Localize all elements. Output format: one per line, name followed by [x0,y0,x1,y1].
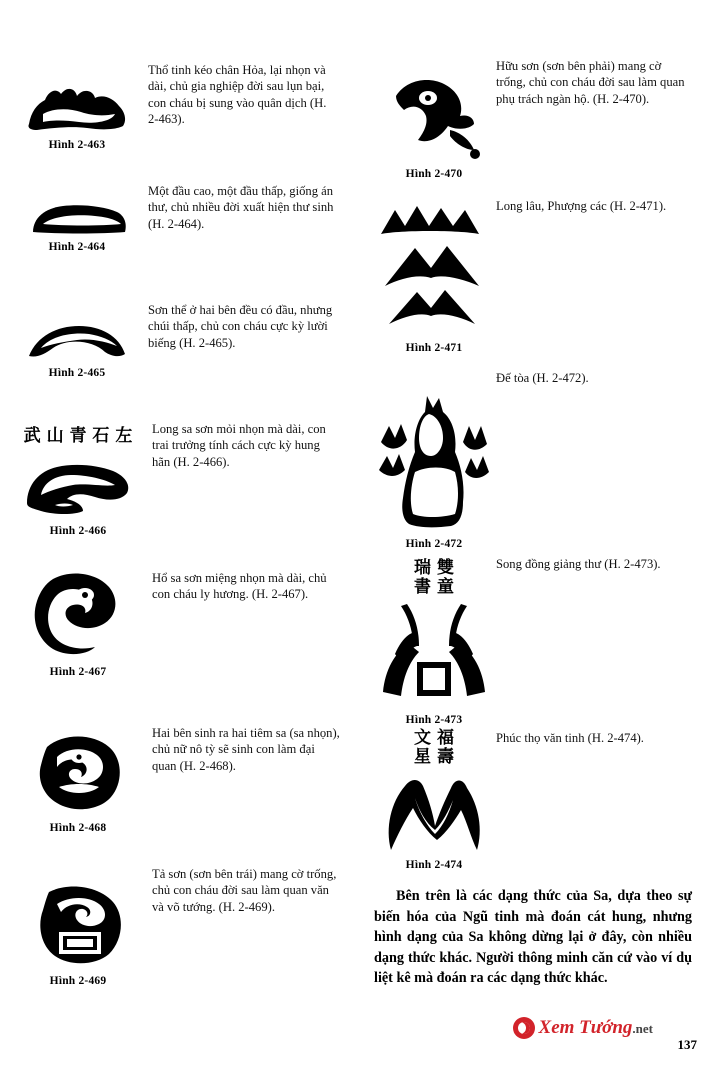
figure-caption: Hình 2-465 [48,367,106,379]
closing-paragraph [374,886,692,989]
description-text: Phúc thọ văn tinh (H. 2-474). [496,731,644,745]
figure-caption: Hình 2-466 [49,525,107,537]
description-2-472 [496,370,694,386]
yin-yang-icon [513,1017,535,1039]
description-2-468 [152,725,340,774]
chinese-glyphs-top: 瑞 雙 [414,558,454,578]
figure-2-469 [22,878,134,987]
description-text: Song đồng giảng thư (H. 2-473). [496,557,661,571]
figure-caption: Hình 2-470 [405,168,463,180]
fig-2-464-sa-shape [23,196,131,238]
description-text: Tả sơn (sơn bên trái) mang cờ trống, chủ con cháu đời sau làm quan văn và võ tướng. (H. 2-469). [152,867,337,914]
figure-caption: Hình 2-471 [405,342,463,354]
watermark-brand-text: Xem Tướng [538,1017,633,1038]
figure-2-473 [374,560,494,726]
figure-2-463 [22,78,132,151]
figure-2-465 [22,322,132,379]
page-number: 137 [677,1037,697,1052]
fig-2-471-sa-shape [375,200,493,336]
description-text: Sơn thể ở hai bên đều có đầu, nhưng chúi thấp, chủ con cháu cực kỳ lười biếng (H. 2-465). [148,303,333,350]
fig-2-470-sa-shape [378,70,490,162]
fig-2-468-sa-shape [23,727,133,817]
description-2-464 [148,183,338,232]
fig-2-474-sa-shape [375,772,493,854]
figure-2-470 [376,70,492,180]
description-2-470 [496,58,694,107]
description-text: Hổ sa sơn miệng nhọn mà dài, chủ con cháu ly hương. (H. 2-467). [152,571,327,602]
figure-caption: Hình 2-469 [49,975,107,987]
fig-2-473-sa-shape [375,600,493,710]
figure-2-468 [22,727,134,834]
description-text: Long lâu, Phượng các (H. 2-471). [496,199,667,213]
description-text: Thổ tinh kéo chân Hỏa, lại nhọn và dài, chủ gia nghiệp đời sau lụn bại, con cháu bị sung vào quân dịch (H. 2-463). [148,63,327,127]
description-2-466 [152,421,340,470]
description-text: Long sa sơn mỏi nhọn mà dài, con trai trưởng tính cách cực kỳ hung hãn (H. 2-466). [152,422,326,469]
left-column [0,0,355,1067]
description-2-463 [148,62,338,128]
description-text: Một đầu cao, một đầu thấp, giống án thư, chủ nhiều đời xuất hiện thư sinh (H. 2-464). [148,184,334,231]
figure-2-472 [374,392,494,550]
chinese-glyphs-bottom: 星 壽 [414,747,454,767]
chinese-glyphs: 武 山 青 石 左 [23,426,133,446]
watermark-suffix: .net [632,1021,653,1036]
description-2-474 [496,730,694,746]
figure-2-473-glyph-label-top [374,560,494,577]
figure-caption: Hình 2-473 [405,714,463,726]
figure-2-464 [22,196,132,253]
fig-2-463-sa-shape [23,78,131,136]
watermark [513,1017,653,1039]
figure-caption: Hình 2-474 [405,859,463,871]
figure-caption: Hình 2-464 [48,241,106,253]
figure-caption: Hình 2-467 [49,666,107,678]
figure-2-474-glyph-label-bottom [374,749,494,766]
description-text: Hai bên sinh ra hai tiêm sa (sa nhọn), chủ nữ nô tỳ sẽ sinh con làm đại quan (H. 2-468). [152,726,340,773]
figure-caption: Hình 2-468 [49,822,107,834]
fig-2-467-sa-shape [23,565,133,661]
chinese-glyphs-top: 文 福 [414,728,454,748]
figure-2-474-glyph-label-top [374,730,494,747]
figure-2-473-glyph-label-bottom [374,579,494,596]
description-2-473 [496,556,694,572]
description-text: Đế tòa (H. 2-472). [496,371,589,385]
fig-2-465-sa-shape [23,322,131,364]
description-2-465 [148,302,338,351]
description-2-467 [152,570,340,603]
figure-2-466-glyph-label [18,428,138,445]
watermark-brand [539,1017,653,1039]
figure-caption: Hình 2-472 [405,538,463,550]
figure-2-471 [374,200,494,354]
chinese-glyphs-bottom: 書 童 [414,577,454,597]
figure-caption: Hình 2-463 [48,139,106,151]
description-2-469 [152,866,340,915]
fig-2-469-sa-shape [23,878,133,970]
closing-text: Bên trên là các dạng thức của Sa, dựa theo sự biến hóa của Ngũ tinh mà đoán cát hung, nhưng hình dạng của Sa không dừng lại ở đây, còn nhiều dạng thức khác. Người thông minh căn cứ vào ví dụ liệt kê mà đoán ra các dạng thức khác. [374,888,692,986]
description-2-471 [496,198,694,214]
fig-2-466-sa-shape [21,449,135,519]
description-text: Hữu sơn (sơn bên phải) mang cờ trống, chủ con cháu đời sau làm quan phụ trách ngàn hộ. (H. 2-470). [496,59,685,106]
figure-2-467 [22,565,134,678]
figure-2-466 [18,428,138,537]
figure-2-474 [374,730,494,871]
fig-2-472-sa-shape [375,392,493,532]
